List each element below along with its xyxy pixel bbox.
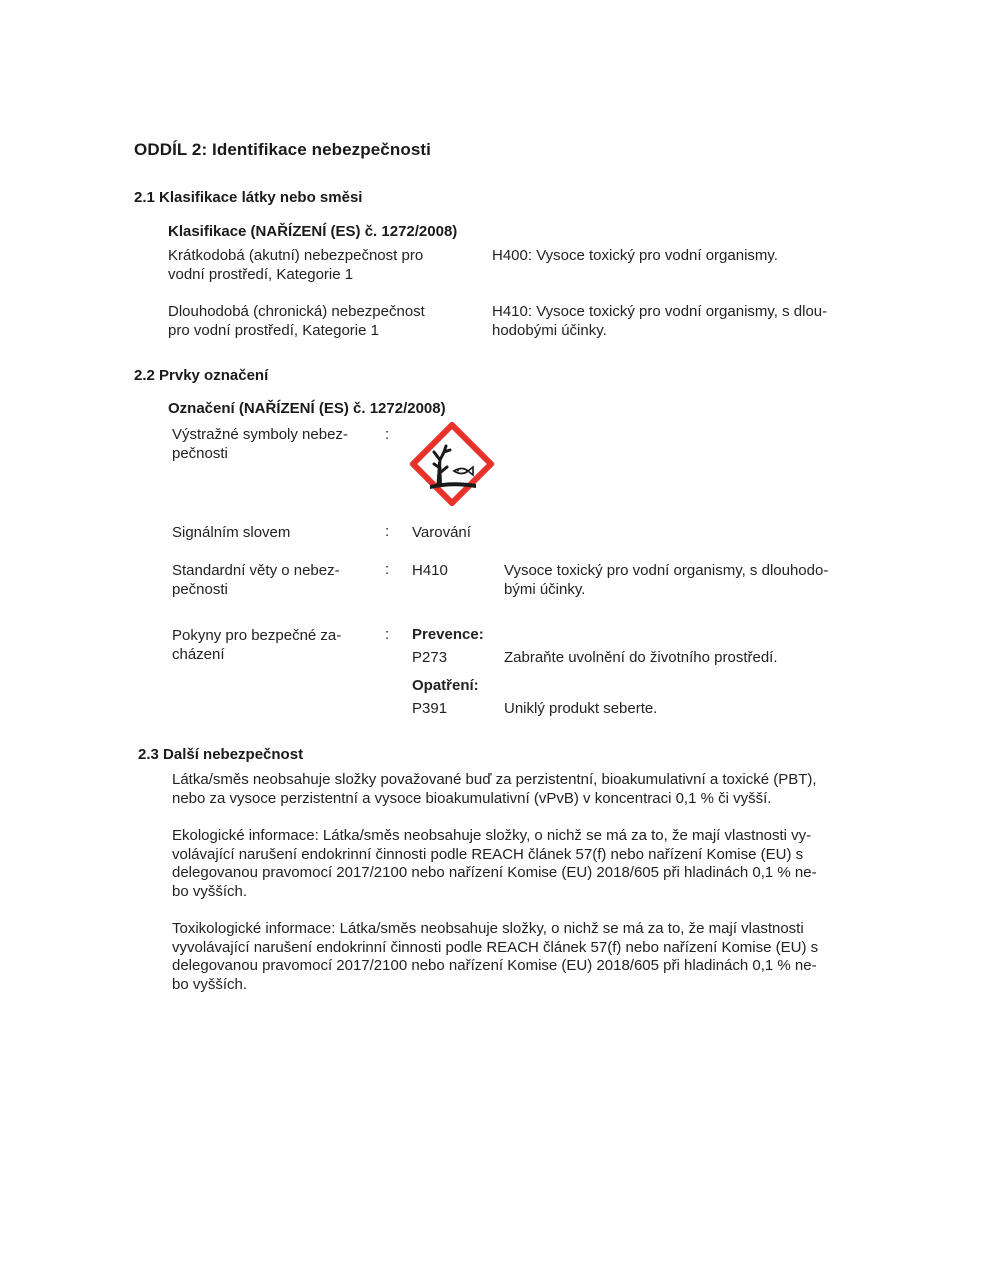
prevention-text: Zabraňte uvolnění do životního prostředí. xyxy=(504,649,778,666)
hazard-text: Vysoce toxický pro vodní organismy, s dlouhodo- xyxy=(504,562,829,579)
paragraph-line: Toxikologické informace: Látka/směs neobsahuje složky, o nichž se má za to, že mají vlastnosti xyxy=(172,920,804,937)
classification-text: pro vodní prostředí, Kategorie 1 xyxy=(168,322,379,339)
hazard-code: H410 xyxy=(412,562,448,579)
classification-text: Krátkodobá (akutní) nebezpečnost pro xyxy=(168,247,424,264)
paragraph-line: nebo za vysoce perzistentní a vysoce bioakumulativní (vPvB) v koncentraci 0,1 % či vyšší. xyxy=(172,790,772,807)
pictograms-label: pečnosti xyxy=(172,445,228,462)
classification-text: Dlouhodobá (chronická) nebezpečnost xyxy=(168,303,425,320)
prevention-code: P273 xyxy=(412,649,448,666)
hazard-statement-text: H400: Vysoce toxický pro vodní organismy. xyxy=(492,247,778,264)
paragraph-line: delegovanou pravomocí 2017/2100 nebo nařízení Komise (EU) 2018/605 při hladinách 0,1 % ne- xyxy=(172,864,817,881)
colon: : xyxy=(385,523,390,540)
labelling-subheading: Označení (NAŘÍZENÍ (ES) č. 1272/2008) xyxy=(168,400,446,417)
hazard-text: bými účinky. xyxy=(504,581,586,598)
paragraph-line: bo vyšších. xyxy=(172,976,248,993)
section-2-1-heading: 2.1 Klasifikace látky nebo směsi xyxy=(134,189,363,206)
colon: : xyxy=(385,561,390,578)
section-2-3-heading: 2.3 Další nebezpečnost xyxy=(138,746,304,763)
precautionary-label: Pokyny pro bezpečné za- xyxy=(172,627,342,644)
hazard-statements-label: pečnosti xyxy=(172,581,228,598)
paragraph-line: volávající narušení endokrinní činnosti podle REACH článek 57(f) nebo nařízení Komise (EU) s xyxy=(172,846,804,863)
hazard-statement-text: hodobými účinky. xyxy=(492,322,607,339)
colon: : xyxy=(385,626,390,643)
paragraph-line: delegovanou pravomocí 2017/2100 nebo nařízení Komise (EU) 2018/605 při hladinách 0,1 % ne- xyxy=(172,957,817,974)
signal-word-value: Varování xyxy=(412,524,471,541)
response-text: Uniklý produkt seberte. xyxy=(504,700,658,717)
paragraph-line: Ekologické informace: Látka/směs neobsahuje složky, o nichž se má za to, že mají vlastnosti vy- xyxy=(172,827,812,844)
hazard-statement-text: H410: Vysoce toxický pro vodní organismy, s dlou- xyxy=(492,303,828,320)
paragraph-line: vyvolávající narušení endokrinní činnosti podle REACH článek 57(f) nebo nařízení Komise (EU) s xyxy=(172,939,819,956)
hazard-statements-label: Standardní věty o nebez- xyxy=(172,562,340,579)
paragraph-line: Látka/směs neobsahuje složky považované buď za perzistentní, bioakumulativní a toxické (PBT), xyxy=(172,771,817,788)
classification-subheading: Klasifikace (NAŘÍZENÍ (ES) č. 1272/2008) xyxy=(168,223,458,240)
classification-text: vodní prostředí, Kategorie 1 xyxy=(168,266,354,283)
prevention-heading: Prevence: xyxy=(412,626,484,643)
signal-word-label: Signálním slovem xyxy=(172,524,291,541)
section-2-2-heading: 2.2 Prvky označení xyxy=(134,367,269,384)
colon: : xyxy=(385,426,390,443)
precautionary-label: cházení xyxy=(172,646,225,663)
ghs09-environment-icon xyxy=(410,422,494,506)
section-title: ODDÍL 2: Identifikace nebezpečnosti xyxy=(134,140,431,159)
response-heading: Opatření: xyxy=(412,677,479,694)
response-code: P391 xyxy=(412,700,448,717)
pictograms-label: Výstražné symboly nebez- xyxy=(172,426,348,443)
paragraph-line: bo vyšších. xyxy=(172,883,248,900)
